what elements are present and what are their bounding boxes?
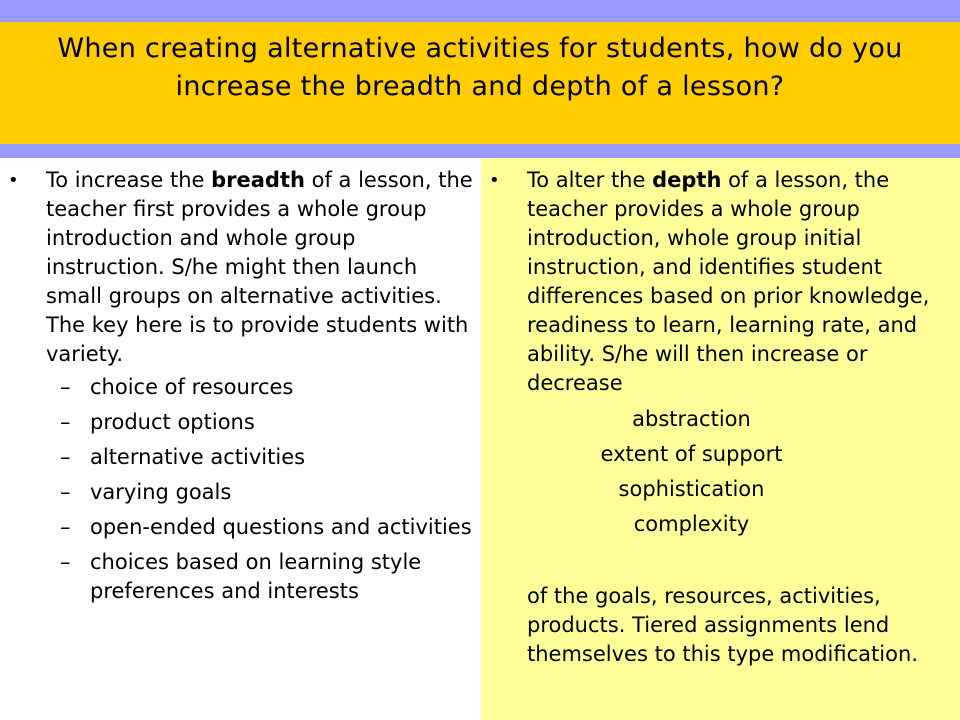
list-item-text: alternative activities — [90, 445, 306, 469]
depth-paragraph — [527, 166, 954, 398]
slide-title — [0, 30, 960, 106]
depth-intro-after: of a lesson, the teacher provides a whole group introduction, whole group initial instruction, and identifies student differences based on prior knowledge, readiness to learn, learning rate, and ability. S/he will then increase or decrease — [527, 168, 930, 395]
dash-icon: – — [60, 375, 71, 399]
list-item — [8, 443, 473, 472]
breadth-bullet — [8, 166, 473, 369]
list-item — [8, 408, 473, 437]
list-item — [8, 513, 473, 542]
divider-band — [0, 144, 960, 158]
dash-icon: – — [60, 445, 71, 469]
list-item-text: product options — [90, 410, 255, 434]
list-item-text: varying goals — [90, 480, 232, 504]
list-item: extent of support — [600, 442, 783, 466]
breadth-keyword: breadth — [211, 168, 305, 192]
depth-dimensions-list — [489, 402, 954, 542]
list-item: complexity — [633, 512, 750, 536]
bullet-icon: • — [8, 170, 19, 191]
breadth-intro-before: To increase the — [46, 168, 212, 192]
breadth-options-list — [8, 373, 473, 606]
left-column — [8, 166, 473, 612]
breadth-paragraph — [46, 166, 473, 369]
depth-tail-text: of the goals, resources, activities, products. Tiered assignments lend themselves to this type modification. — [527, 584, 918, 666]
dash-icon: – — [60, 480, 71, 504]
title-line-2: increase the breadth and depth of a lesson? — [175, 71, 785, 102]
right-column — [489, 166, 954, 669]
depth-bullet — [489, 166, 954, 398]
top-band — [0, 0, 960, 22]
bullet-icon: • — [489, 170, 500, 191]
depth-intro-before: To alter the — [527, 168, 653, 192]
list-item — [8, 548, 473, 606]
list-item — [8, 478, 473, 507]
title-line-1: When creating alternative activities for students, how do you — [57, 33, 903, 64]
list-item-text: choices based on learning style preferences and interests — [90, 550, 422, 603]
list-item: abstraction — [632, 407, 751, 431]
breadth-intro-after: of a lesson, the teacher first provides a whole group introduction and whole group instruction. S/he might then launch small groups on alternative activities. The key here is to provide students with variety. — [46, 168, 473, 366]
dash-icon: – — [60, 515, 71, 539]
list-item — [8, 373, 473, 402]
dash-icon: – — [60, 550, 71, 574]
depth-keyword: depth — [652, 168, 722, 192]
list-item-text: choice of resources — [90, 375, 294, 399]
list-item-text: open-ended questions and activities — [90, 515, 472, 539]
dash-icon: – — [60, 410, 71, 434]
list-item: sophistication — [618, 477, 765, 501]
